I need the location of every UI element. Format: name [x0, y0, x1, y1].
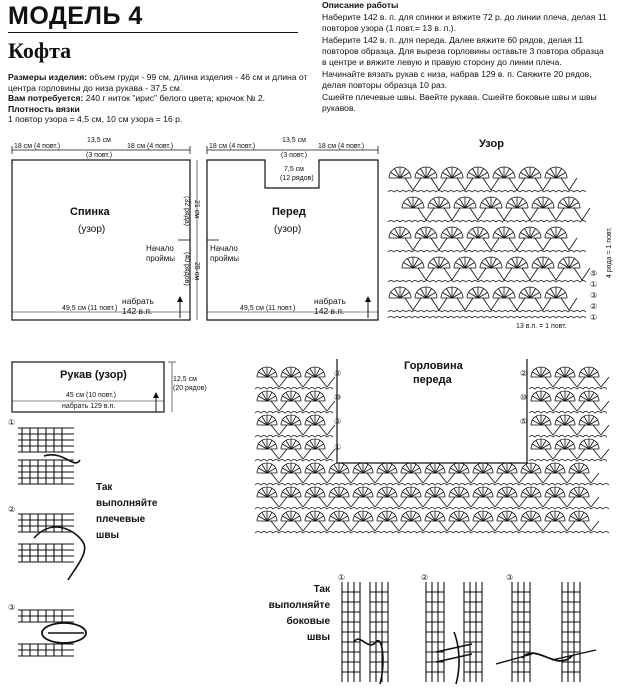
side-caption-line-2: выполняйте [268, 600, 330, 611]
materials-label: Вам потребуется: [8, 93, 84, 103]
front-bottom-dim: 49,5 см (11 повт.) [240, 305, 296, 312]
size-label: Размеры изделия: [8, 72, 88, 82]
description-p2: Наберите 142 в. п. для переда. Далее вяжите 60 рядов, делая 11 повторов образца. Для выреза горловины оставьте 3 повтора образца в центре и вяжите левую и правую сторону до линии плеча. [322, 35, 604, 67]
shoulder-seam-caption [96, 480, 157, 544]
sleeve-height: 12,5 см [173, 376, 197, 383]
back-top-left-dim: 18 см (4 повт.) [14, 143, 61, 150]
sleeve-height-rows: (20 рядов) [173, 385, 207, 392]
materials-text: 240 г ниток "ирис" белого цвета; крючок № 2. [83, 93, 266, 103]
row-mark-3: ③ [590, 291, 598, 300]
back-top-mid-sub: (3 повт.) [86, 152, 113, 159]
sleeve-width: 45 см (10 повт.) [66, 392, 117, 399]
side-caption-line-4: швы [306, 632, 330, 643]
neckline-title-b: переда [413, 374, 452, 386]
neck-right-mark-5: ⑤ [520, 417, 528, 426]
back-sub: (узор) [78, 224, 106, 235]
sleeve-cast: набрать 129 в.п. [62, 403, 116, 410]
pattern-row-marks [590, 268, 597, 323]
row-mark-5: ⑤ [590, 269, 598, 278]
neckline-right-marks [520, 362, 527, 434]
side-caption-line-3: боковые [286, 616, 330, 627]
front-armhole-b: проймы [210, 254, 239, 263]
neck-left-mark-10: ⑩ [334, 393, 342, 402]
side-step-2: ② [421, 573, 429, 582]
back-bottom-dim: 49,5 см (11 повт.) [62, 305, 118, 312]
gauge-label: Плотность вязки [8, 103, 80, 114]
side-step-3: ③ [506, 573, 514, 582]
neckline-left-marks [334, 362, 341, 460]
back-armhole-a: Начало [146, 244, 174, 253]
front-top-right-dim: 18 см (4 повт.) [318, 143, 365, 150]
neck-right-mark-10: ⑩ [520, 393, 528, 402]
front-cast-b: 142 в.п. [314, 306, 345, 316]
neckline-title-a: Горловина [404, 360, 463, 372]
back-title: Спинка [70, 206, 110, 218]
shoulder-step-1: ① [8, 418, 16, 427]
pattern-repeat-rows: 4 ряда = 1 повт. [606, 227, 613, 278]
back-top-mid-dim: 13,5 см [87, 137, 111, 144]
row-mark-2: ② [590, 302, 598, 311]
sleeve-title: Рукав (узор) [60, 369, 127, 381]
shoulder-caption-line-4: швы [96, 530, 120, 541]
description-heading: Описание работы [322, 0, 399, 10]
side-seam-caption [268, 582, 330, 646]
back-height-lower-rows: (40 рядов) [183, 252, 190, 286]
front-sub: (узор) [274, 224, 302, 235]
row-mark-1: ① [590, 280, 598, 289]
garment-title: Кофта [8, 38, 72, 63]
description-p4: Сшейте плечевые швы. Ввейте рукава. Сшейте боковые швы и швы рукавов. [322, 92, 597, 113]
neck-left-mark-5: ⑤ [334, 417, 342, 426]
back-height-lower: 25 см [193, 262, 200, 281]
front-neck-dim: 7,5 см [284, 166, 304, 173]
shoulder-caption-line-3: плечевые [96, 514, 146, 525]
back-cast-a: набрать [122, 296, 154, 306]
size-text: объем груди - 99 см, длина изделия - 46 см и длина от центра горловины до низа рукава - 37,5 см. [8, 72, 308, 93]
front-title: Перед [272, 206, 306, 218]
side-step-1: ① [338, 573, 346, 582]
front-top-mid-dim: 13,5 см [282, 137, 306, 144]
gauge-text: 1 повтор узора = 4,5 см, 10 см узора = 16 р. [8, 114, 183, 124]
shoulder-caption-line-1: Так [96, 482, 113, 493]
description-p3: Начинайте вязать рукав с низа, набрав 129 в. п. Свяжите 20 рядов, делая повторы образца 10 раз. [322, 69, 592, 90]
front-cast-a: набрать [314, 296, 346, 306]
neck-right-mark-2: ② [520, 369, 528, 378]
front-armhole-a: Начало [210, 244, 238, 253]
row-mark-1b: ① [590, 313, 598, 322]
front-top-mid-sub: (3 повт.) [281, 152, 308, 159]
pattern-repeat-stitches: 13 в.п. = 1 повт. [516, 323, 567, 330]
shoulder-caption-line-2: выполняйте [96, 498, 158, 509]
shoulder-seam-illustration [14, 420, 92, 685]
shoulder-step-2: ② [8, 505, 16, 514]
front-top-left-dim: 18 см (4 повт.) [209, 143, 256, 150]
back-top-right-dim: 18 см (4 повт.) [127, 143, 174, 150]
neck-left-mark-2: ② [334, 369, 342, 378]
back-height-upper: 21 см [193, 200, 200, 219]
neck-left-mark-1: ① [334, 443, 342, 452]
model-title: МОДЕЛЬ 4 [8, 2, 143, 30]
front-neck-rows: (12 рядов) [280, 175, 314, 182]
stitch-pattern-chart [388, 150, 588, 325]
back-cast-b: 142 в.п. [122, 306, 153, 316]
pattern-title: Узор [476, 138, 507, 150]
back-armhole-b: проймы [146, 254, 175, 263]
side-seam-illustration [336, 572, 606, 692]
side-caption-line-1: Так [313, 584, 330, 595]
description-p1: Наберите 142 в. п. для спинки и вяжите 72 р. до линии плеча, делая 11 повторов узора (1 повт.= 13 в. п.). [322, 12, 607, 33]
back-height-upper-rows: (32 ряда) [183, 196, 190, 226]
shoulder-step-3: ③ [8, 603, 16, 612]
